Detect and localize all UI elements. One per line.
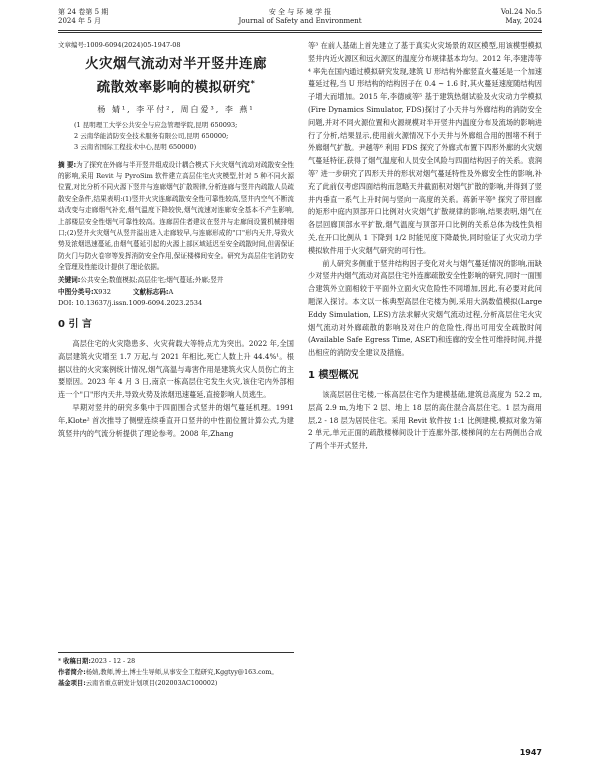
article-title <box>58 55 294 98</box>
left-column <box>58 40 294 440</box>
footnote-author <box>58 668 294 679</box>
affiliation-3: 3 云南省国际工程技术中心,昆明 650000) <box>74 142 197 151</box>
footnote-fund <box>58 679 294 690</box>
page-header <box>58 8 542 36</box>
body-paragraph: 高层住宅的火灾隐患多、火灾荷载大等特点尤为突出。2022 年,全国高层建筑火灾增至 1.7 万起,与 2021 年相比,死亡人数上升 44.4%¹。根据以往的火灾案例统计情况,烟气高温与毒害作用是建筑火灾人员伤亡的主要原因。2023 年 4 月 3 日,南京一栋高层住宅发生火灾,该住宅内外部相连一个"口"形内天井,导致火势及浓烟迅速蔓延,直接影响人员逃生。 <box>58 338 294 400</box>
abstract-text: 为了探究在外廊与半开竖井组成设计耦合模式下火灾烟气流动对疏散安全性的影响,采用 Revit 与 PyroSim 软件建立高层住宅火灾模型,针对 5 种不同火源位置,对比分析不同火源下竖井与连廊烟气扩散规律,分析连廊与竖井内疏散人员疏散安全条件,结果表明:(1)竖井火灾连廊疏散安全性可靠性较高,竖井内空气不断流动改变与走廊烟气补充,烟气温度下降较快,烟气流速对连廊安全基本不产生影响,上部楼层安全性烟气可靠性较高。连廊居住者建议在竖井与走廊间设置机械排烟口;(2)竖井火灾烟气从竖井溢出进入走廊较早,与连廊形成的"口"形内天井,导致火势及浓烟迅速蔓延,由烟气蔓延引起的火源上部区域延迟至安全疏散时间,但需保证防火门与防火卷帘等发挥消防安全作用,保证楼梯间安全。研究为高层住宅消防安全管理及性能设计提供了理论依据。 <box>58 160 295 272</box>
author-list: 杨 婧¹, 李平付², 周白爱³, 李 燕¹ <box>97 104 255 114</box>
pub-date-en: May, 2024 <box>505 17 542 25</box>
title-line-2 <box>58 74 294 98</box>
fund-value: 云南省重点研发计划项目(202003AC100002) <box>85 679 218 687</box>
fund-label: 基金项目: <box>58 679 86 687</box>
right-column <box>308 40 542 453</box>
volume-issue-en: Vol.24 No.5 <box>500 8 542 16</box>
header-right <box>501 8 542 26</box>
doc-code-value: A <box>168 287 174 296</box>
header-rule <box>58 30 542 31</box>
page-number: 1947 <box>519 748 542 757</box>
article-number: 文章编号:1009-6094(2024)05-1947-08 <box>58 41 181 49</box>
doi: DOI: 10.13637/j.issn.1009-6094.2023.2534 <box>58 298 203 307</box>
affiliation-2: 2 云南华能消防安全技术服务有限公司,昆明 650000; <box>74 131 229 140</box>
abstract-label: 摘 要: <box>58 160 77 169</box>
doc-code-label: 文献标志码: <box>132 287 169 296</box>
journal-name-cn: 安 全 与 环 境 学 报 <box>268 8 332 16</box>
volume-issue: 第 24 卷第 5 期 <box>58 8 109 16</box>
journal-name-en: Journal of Safety and Environment <box>238 17 362 25</box>
title-footnote-mark: * <box>250 79 256 88</box>
classification <box>58 287 294 298</box>
pub-date: 2024 年 5 月 <box>58 17 101 25</box>
keywords-label: 关键词: <box>58 275 81 284</box>
header-center <box>58 8 542 26</box>
section-heading-introduction: 0 引 言 <box>58 318 92 330</box>
header-rule-double <box>58 32 542 33</box>
abstract <box>58 160 294 274</box>
body-paragraph: 该高层居住宅楼,一栋高层住宅作为建模基础,建筑总高度为 52.2 m,层高 2.9 m,为地下 2 层、地上 18 层的高住混合高层住宅。1 层为商用层,2 - 18 层为居民住宅。采用 Revit 软件按 1:1 比例建模,模拟对象为第 2 单元,单元正面的疏散楼梯间设计于连廊外部,楼梯间的左右两侧出合成了两个半开式竖井, <box>308 389 542 451</box>
body-paragraph: 等³ 在前人基础上首先建立了基于真实火灾场景的双区模型,用该模型模拟竖井内近火源区和远火源区的温度分布规律基本均匀。2012 年,李建涛等⁴ 率先在国内通过模拟研究发现,建筑 U 形结构外廊竖直火蔓延是一个加速蔓延过程,当 U 形结构的结构因子在 0.4 ~ 1.6 时,其火蔓延速度随结构因子增大而增加。2015 年,李德威等⁵ 基于建筑热烟试验及火灾动力学模拟(Fire Dynamics Simulator, FDS)探讨了小天井与外廊结构的消防安全问题,并对不同火源位置和火源规模对半开竖井内温度分布及流场的影响进行了分析,结果显示,使用前火源情况下小天井与外廊组合用的围堵不利于外廊烟气扩散。尹越等⁶ 利用 FDS 探究了外廊式布置下四形外廊的火灾烟气蔓延特征,获得了烟气温度和人员安全风险与四面结构因子的关系。袁润等⁷ 进一步研究了四形天井的形状对烟气蔓延特性及外廊安全性的影响,补充了此前仅考虑四面结构而忽略天井截面积对烟气扩散的影响,并得到了竖井内垂直一系气上升时间与竖向一高度的关系。蒋新平等⁸ 探究了带回廊的矩形中庭内顶部开口比例对火灾烟气扩散规律的影响,结果表明,烟气在各层回廊顶部水平扩散,烟气温度与顶部开口比例的关系总体为线性负相关,在开口比例从 1 下降到 1/2 时能见度下降最快,同时验证了火灾动力学模拟软件用于火灾烟气研究的可行性。 <box>308 41 542 255</box>
title-line-1: 火灾烟气流动对半开竖井连廊 <box>85 56 267 72</box>
keywords <box>58 275 294 286</box>
affiliations <box>58 120 294 153</box>
author-bio-value: 杨婧,教师,博士,博士生导师,从事安全工程研究,Kggtyy@163.com。 <box>85 668 278 676</box>
clc-label: 中图分类号: <box>58 287 94 296</box>
section-heading-model: 1 模型概况 <box>308 369 359 381</box>
keywords-text: 公共安全;数值模拟;高层住宅;烟气蔓延;外廊;竖井 <box>80 275 224 284</box>
title-line-2-text: 疏散效率影响的模拟研究 <box>96 79 251 96</box>
footnotes <box>58 652 294 689</box>
body-paragraph: 前人研究多侧重于竖井结构因子变化对火与烟气蔓延情况的影响,而缺少对竖井内烟气流动对高层住宅外连廊疏散安全性影响的研究,同时一面围合建筑外立面相较于平面外立面火灾危险性不同增加,因此,有必要对此问题深入探讨。本文以一栋典型高层住宅楼为例,采用大涡数值模拟(Large Eddy Simulation, LES)方法求解火灾烟气流动过程,分析高层住宅火灾烟气流动对外廊疏散的影响及对住户的危险性,得出可用安全疏散时间(Available Safe Egress Time, ASET)和连廊的安全性可维持时间,并提出相应的消防安全建议及措施。 <box>308 258 542 358</box>
author-bio-label: 作者简介: <box>58 668 86 676</box>
affiliation-1: (1 昆明理工大学公共安全与应急管理学院,昆明 650093; <box>74 120 238 129</box>
clc-value: X932 <box>93 287 111 296</box>
footnote-received: * 收稿日期:2023 - 12 - 28 <box>58 658 136 665</box>
received-label: 收稿日期: <box>63 658 91 665</box>
body-paragraph: 早期对竖井的研究多集中于四面围合式竖井的烟气蔓延机理。1991 年,Klote² 首次推导了侧壁连续垂直开口竖井的中性面位置计算公式,为建筑竖井内的气流分析提供了理论参考。2008 年,Zhang <box>58 402 294 438</box>
received-value: 2023 - 12 - 28 <box>90 658 136 665</box>
